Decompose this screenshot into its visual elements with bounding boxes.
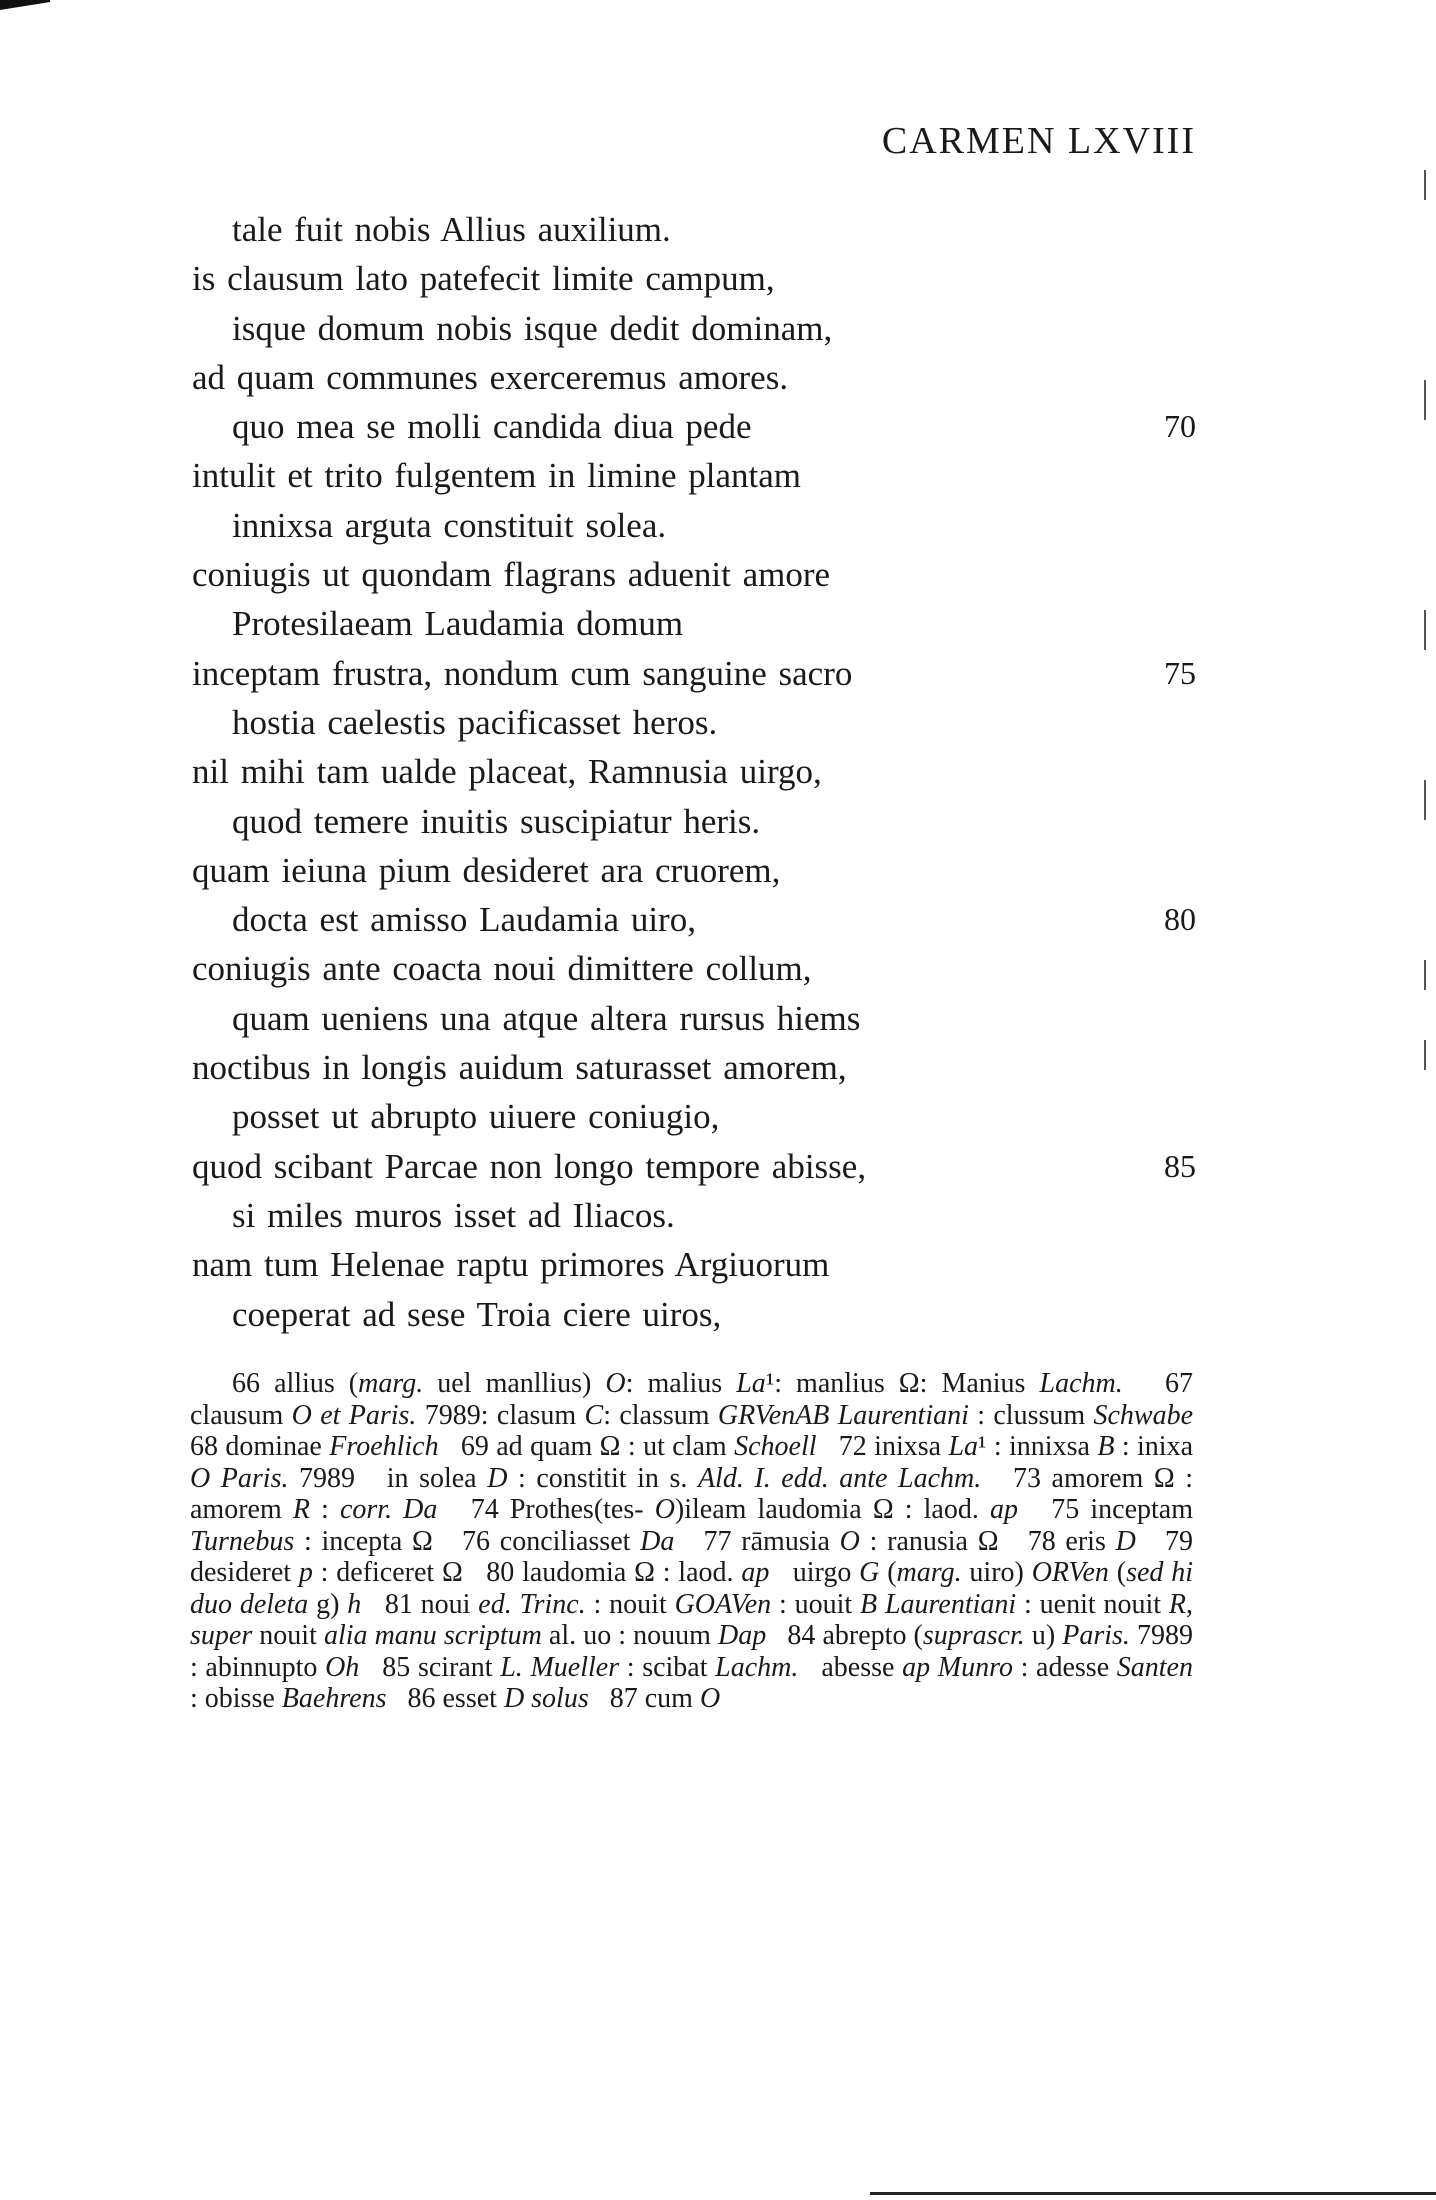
apparatus-text: nouit [252,1620,324,1651]
apparatus-siglum: Lachm. [1039,1368,1123,1399]
bottom-rule [870,2192,1436,2195]
apparatus-text: : adesse [1012,1651,1117,1683]
verse-text: docta est amisso Laudamia uiro, [232,900,696,940]
edge-mark [1424,1040,1426,1070]
apparatus-text: : ranusia Ω [859,1525,999,1557]
apparatus-text: uel manllius) [423,1368,606,1399]
apparatus-siglum: Oh [325,1651,360,1683]
apparatus-text: : clussum [968,1399,1094,1431]
verse-text: noctibus in longis auidum saturasset amorem, [192,1048,847,1088]
apparatus-siglum: O [605,1368,626,1399]
verse-text: coeperat ad sese Troia ciere uiros, [232,1294,722,1334]
apparatus-siglum: ed. Trinc. [478,1588,586,1620]
apparatus-text: ¹ : innixsa [978,1431,1098,1462]
verse-line [192,254,1192,303]
verse-line [192,846,1192,895]
verse-line [192,649,1196,698]
apparatus-siglum: L. Mueller [500,1651,620,1683]
apparatus-siglum: La [948,1431,979,1462]
apparatus-text: uiro) [961,1557,1032,1588]
edge-mark [1424,780,1426,820]
apparatus-siglum: D solus [503,1683,589,1714]
apparatus-siglum: Schoell [734,1431,817,1462]
apparatus-text: : deficeret Ω [312,1557,463,1588]
edge-mark [1424,610,1426,650]
apparatus-text: 75 inceptam [1017,1494,1200,1525]
verse-text: ad quam communes exerceremus amores. [192,357,789,397]
apparatus-text: : incepta Ω [294,1525,433,1557]
apparatus-siglum: corr. Da [339,1494,438,1525]
verse-line [192,451,1192,500]
line-number: 80 [1164,901,1196,938]
verse-text: nil mihi tam ualde placeat, Ramnusia uirgo, [192,752,822,792]
apparatus-siglum: C [584,1399,604,1431]
verse-text: coniugis ante coacta noui dimittere collum, [192,949,812,989]
scan-corner-mark [0,0,50,10]
verse-line [192,994,1192,1043]
verse-text: quod scibant Parcae non longo tempore abisse, [192,1146,867,1186]
apparatus-siglum: GOAVen [674,1588,772,1620]
apparatus-text: : [309,1494,340,1525]
apparatus-siglum: marg. [896,1557,962,1588]
apparatus-text: u) [1024,1620,1063,1651]
apparatus-siglum: R [292,1494,310,1525]
verse-line [192,1142,1196,1191]
apparatus-text: 77 rāmusia [674,1525,840,1557]
apparatus-siglum: O [699,1683,721,1714]
verse-line [192,402,1196,451]
apparatus-siglum: Baehrens [281,1683,387,1714]
apparatus-text: , [1186,1588,1200,1620]
verse-text: quam ieiuna pium desideret ara cruorem, [192,850,781,890]
verse-line [192,599,1192,648]
verse-line [192,944,1192,993]
apparatus-siglum: O et Paris. [291,1399,417,1431]
verse-line [192,797,1192,846]
apparatus-text: : nouit [585,1588,675,1620]
verse-line [192,698,1192,747]
verse-line [192,1290,1192,1339]
apparatus-siglum: O Paris. [190,1462,289,1494]
verse-text: innixsa arguta constituit solea. [232,505,667,545]
apparatus-siglum: La [736,1368,766,1399]
apparatus-siglum: Da [640,1525,675,1557]
apparatus-siglum: GRVenAB Laurentiani [717,1399,969,1431]
apparatus-text: : inixa [1114,1431,1201,1462]
apparatus-text: 68 dominae [190,1399,1215,1462]
apparatus-text: 79 desideret [190,1525,1201,1588]
line-number: 75 [1164,654,1196,691]
apparatus-text: 72 inixsa [816,1431,949,1462]
apparatus-text: 66 allius ( [232,1368,359,1399]
apparatus-text: : malius [625,1368,737,1399]
apparatus-text: al. uo : nouum [541,1620,718,1651]
apparatus-text: ( [879,1557,897,1588]
line-number: 70 [1164,408,1196,445]
apparatus-siglum: Froehlich [329,1431,439,1462]
apparatus-siglum: Paris. [1062,1620,1130,1651]
apparatus-text: ¹: manlius Ω: Manius [765,1368,1040,1399]
verse-text: Protesilaeam Laudamia domum [232,604,684,644]
apparatus-siglum: G [859,1557,880,1588]
apparatus-siglum: alia manu scriptum [323,1620,542,1651]
apparatus-siglum: suprascr. [922,1620,1025,1651]
verse-text: tale fuit nobis Allius auxilium. [232,210,671,249]
apparatus-siglum: Turnebus [190,1525,295,1557]
apparatus-text: uirgo [769,1557,860,1588]
apparatus-siglum: p [298,1557,313,1588]
verse-text: isque domum nobis isque dedit dominam, [232,308,833,348]
apparatus-siglum: ap Munro [902,1651,1013,1683]
apparatus-siglum: O [839,1525,860,1557]
apparatus-text: g) [308,1588,348,1620]
verse-line [192,205,1192,254]
apparatus-siglum: ap [741,1557,770,1588]
verse-line [192,353,1192,402]
apparatus-siglum: R [1168,1588,1186,1620]
apparatus-siglum: marg. [358,1368,424,1399]
verse-text: inceptam frustra, nondum cum sanguine sacro [192,653,853,693]
apparatus-siglum: Ald. I. edd. ante Lachm. [697,1462,982,1494]
apparatus-text: 67 clausum [190,1368,1200,1431]
apparatus-text: 74 Prothes(tes- [437,1494,655,1525]
apparatus-text: 73 amorem Ω : amorem [190,1462,1201,1525]
apparatus-text: 81 noui [361,1588,479,1620]
verse-text: nam tum Helenae raptu primores Argiuorum [192,1245,830,1285]
apparatus-text: 85 scirant [359,1651,501,1683]
apparatus-text: ( [1108,1557,1127,1588]
verse-text: coniugis ut quondam flagrans aduenit amore [192,555,831,595]
critical-apparatus [190,1368,1215,1715]
apparatus-siglum: super [190,1620,253,1651]
apparatus-text: 7989 in solea [288,1462,488,1494]
line-number: 85 [1164,1147,1196,1184]
apparatus-text: 87 cum [588,1683,700,1714]
verse-line [192,1240,1192,1289]
apparatus-siglum: D [1115,1525,1136,1557]
apparatus-text: 86 esset [386,1683,504,1714]
apparatus-text: 7989: clasum [416,1399,585,1431]
apparatus-siglum: Santen [1116,1651,1193,1683]
apparatus-text: : constitit in s. [507,1462,698,1494]
apparatus-text: : uouit [771,1588,861,1620]
apparatus-siglum: B [1097,1431,1115,1462]
verse-line [192,895,1196,944]
apparatus-text: )ileam laudomia Ω : laod. [674,1494,990,1525]
running-head: CARMEN LXVIII [881,120,1196,162]
apparatus-text: 7989 : abinnupto [190,1620,1201,1683]
edge-mark [1424,170,1426,200]
edge-mark [1424,960,1426,990]
apparatus-siglum: sed hi duo deleta [190,1557,1200,1620]
edge-mark [1424,380,1426,420]
apparatus-text: : obisse [190,1651,1200,1714]
verse-text: quam ueniens una atque altera rursus hiems [232,998,861,1038]
verse-text: si miles muros isset ad Iliacos. [232,1195,675,1235]
apparatus-siglum: B Laurentiani [860,1588,1017,1620]
apparatus-siglum: Dap [717,1620,767,1651]
apparatus-siglum: ORVen [1031,1557,1109,1588]
apparatus-siglum: h [347,1588,362,1620]
poem-text [192,205,1196,1339]
apparatus-siglum: D [487,1462,508,1494]
apparatus-text: 84 abrepto ( [766,1620,923,1651]
apparatus-text: : classum [603,1399,718,1431]
apparatus-text: abesse [798,1651,903,1683]
apparatus-siglum: Schwabe [1093,1399,1194,1431]
apparatus-text: 76 conciliasset [432,1525,641,1557]
verse-line [192,1191,1192,1240]
apparatus-text: : scibat [619,1651,716,1683]
verse-text: posset ut abrupto uiuere coniugio, [232,1097,720,1137]
apparatus-text: 80 laudomia Ω : laod. [462,1557,742,1588]
verse-line [192,304,1192,353]
apparatus-siglum: Lachm. [715,1651,799,1683]
apparatus-text: 78 eris [998,1525,1116,1557]
verse-line [192,501,1192,550]
apparatus-text: : uenit nouit [1016,1588,1169,1620]
verse-text: quo mea se molli candida diua pede [232,407,752,447]
apparatus-siglum: O [654,1494,675,1525]
verse-text: quod temere inuitis suscipiatur heris. [232,801,761,841]
verse-line [192,747,1192,796]
verse-line [192,1092,1192,1141]
verse-text: is clausum lato patefecit limite campum, [192,259,775,299]
verse-text: intulit et trito fulgentem in limine plantam [192,456,802,496]
verse-text: hostia caelestis pacificasset heros. [232,702,718,742]
apparatus-siglum: ap [989,1494,1018,1525]
apparatus-text: 69 ad quam Ω : ut clam [438,1431,735,1462]
verse-line [192,550,1192,599]
verse-line [192,1043,1192,1092]
